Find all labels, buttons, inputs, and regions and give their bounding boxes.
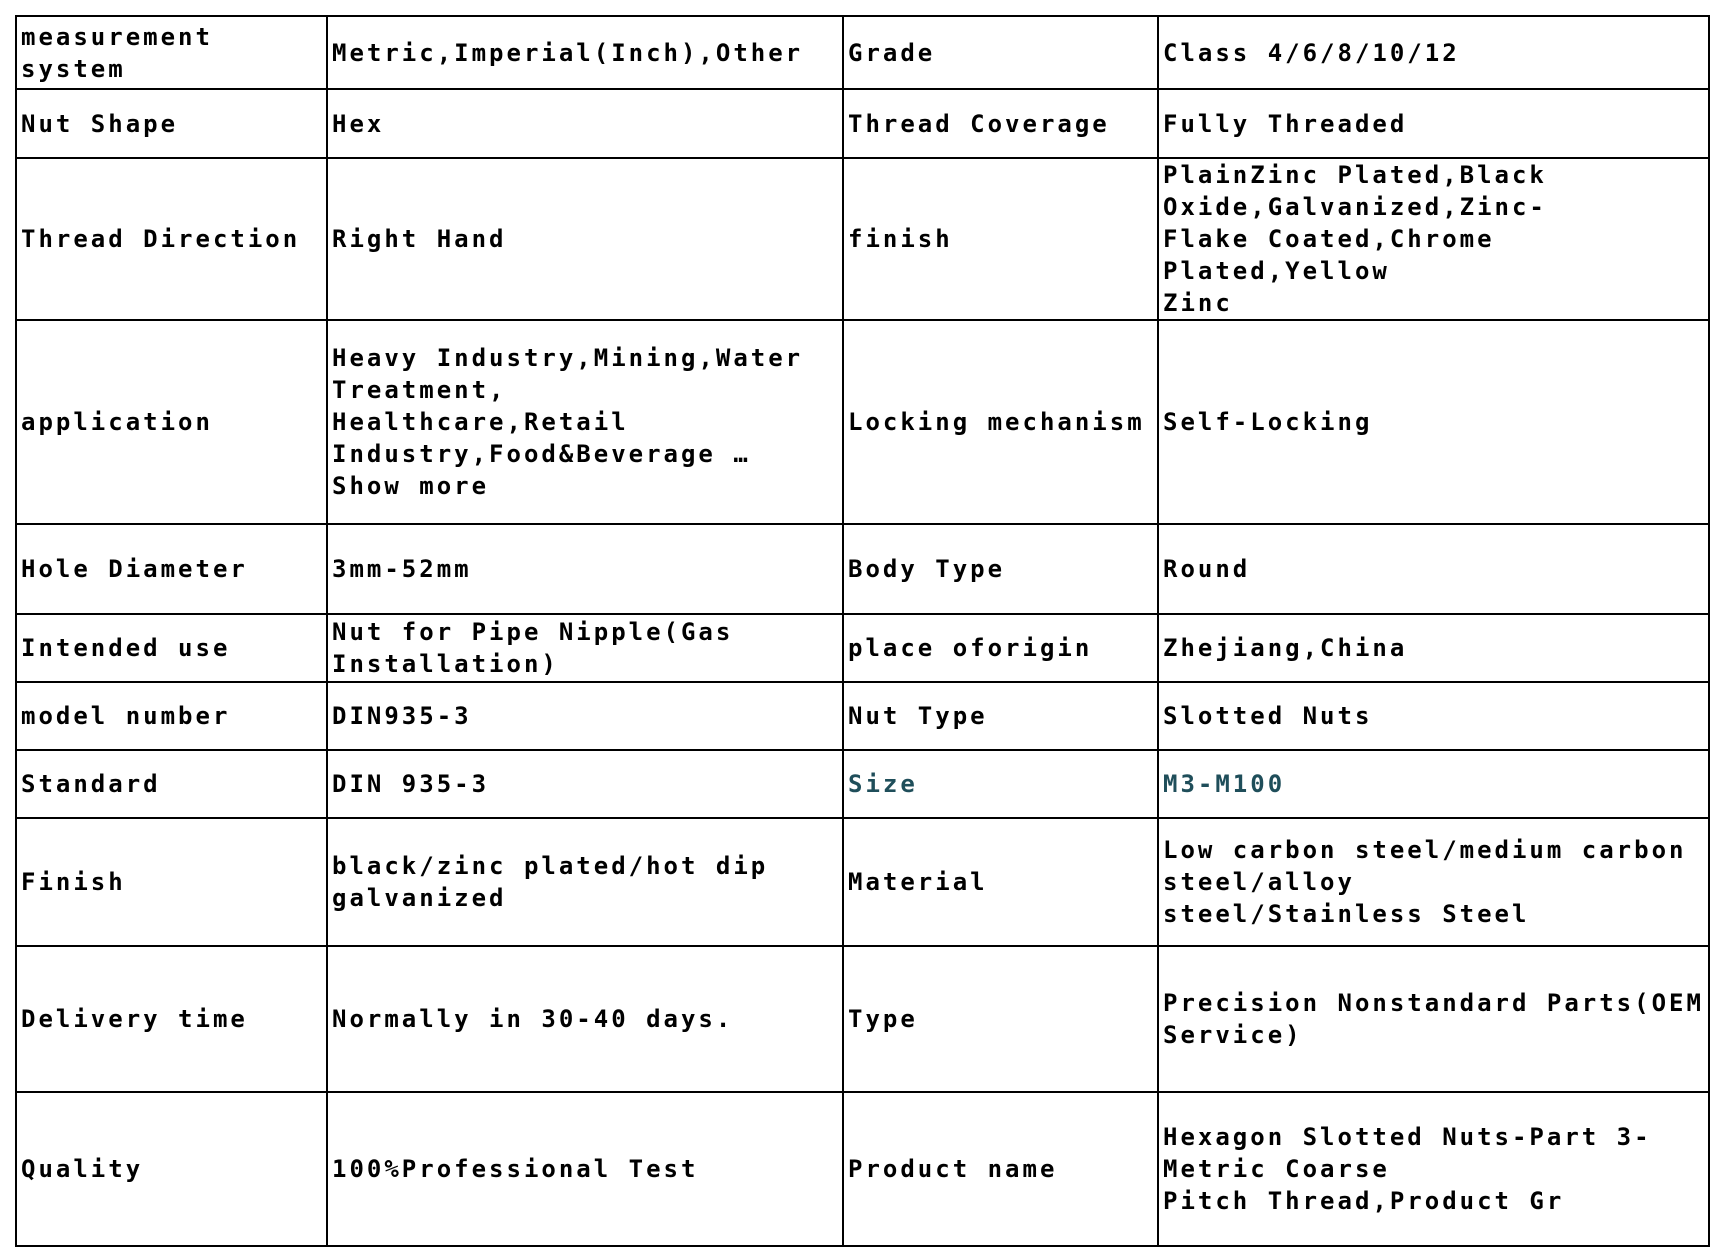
- spec-value: 100%Professional Test: [327, 1092, 843, 1246]
- spec-value: Right Hand: [327, 158, 843, 320]
- spec-label: Nut Shape: [16, 89, 327, 158]
- spec-value: Hexagon Slotted Nuts-Part 3- Metric Coarse Pitch Thread,Product Gr: [1158, 1092, 1709, 1246]
- spec-value: Low carbon steel/medium carbon steel/alloy steel/Stainless Steel: [1158, 818, 1709, 946]
- spec-label: Material: [843, 818, 1158, 946]
- spec-value: Heavy Industry,Mining,Water Treatment, Healthcare,Retail Industry,Food&Beverage … Show more: [327, 320, 843, 524]
- table-row: [16, 16, 1709, 89]
- spec-value: Hex: [327, 89, 843, 158]
- spec-table: [15, 15, 1710, 1247]
- spec-value: Slotted Nuts: [1158, 682, 1709, 750]
- spec-value: PlainZinc Plated,Black Oxide,Galvanized,Zinc- Flake Coated,Chrome Plated,Yellow Zinc: [1158, 158, 1709, 320]
- table-row: [16, 320, 1709, 524]
- spec-label: place oforigin: [843, 614, 1158, 682]
- spec-label: Grade: [843, 16, 1158, 89]
- table-row: [16, 524, 1709, 614]
- spec-label: Hole Diameter: [16, 524, 327, 614]
- spec-label: Nut Type: [843, 682, 1158, 750]
- spec-value: Zhejiang,China: [1158, 614, 1709, 682]
- spec-value: Class 4/6/8/10/12: [1158, 16, 1709, 89]
- spec-label: Standard: [16, 750, 327, 818]
- spec-value: Precision Nonstandard Parts(OEM Service): [1158, 946, 1709, 1092]
- spec-label: Thread Direction: [16, 158, 327, 320]
- spec-label: model number: [16, 682, 327, 750]
- spec-label: measurement system: [16, 16, 327, 89]
- spec-label: finish: [843, 158, 1158, 320]
- spec-value: M3-M100: [1158, 750, 1709, 818]
- spec-value: Round: [1158, 524, 1709, 614]
- table-row: [16, 750, 1709, 818]
- spec-value: 3mm-52mm: [327, 524, 843, 614]
- table-row: [16, 89, 1709, 158]
- table-row: [16, 682, 1709, 750]
- spec-label: Type: [843, 946, 1158, 1092]
- spec-value: Normally in 30-40 days.: [327, 946, 843, 1092]
- spec-label: Locking mechanism: [843, 320, 1158, 524]
- spec-label: Quality: [16, 1092, 327, 1246]
- table-row: [16, 1092, 1709, 1246]
- spec-label: Finish: [16, 818, 327, 946]
- spec-label: Body Type: [843, 524, 1158, 614]
- spec-label: Thread Coverage: [843, 89, 1158, 158]
- spec-label: application: [16, 320, 327, 524]
- spec-value: DIN935-3: [327, 682, 843, 750]
- spec-value: Metric,Imperial(Inch),Other: [327, 16, 843, 89]
- spec-value: DIN 935-3: [327, 750, 843, 818]
- spec-label: Product name: [843, 1092, 1158, 1246]
- spec-value: Nut for Pipe Nipple(Gas Installation): [327, 614, 843, 682]
- spec-label: Delivery time: [16, 946, 327, 1092]
- table-row: [16, 158, 1709, 320]
- table-row: [16, 818, 1709, 946]
- table-row: [16, 614, 1709, 682]
- table-row: [16, 946, 1709, 1092]
- spec-value: Fully Threaded: [1158, 89, 1709, 158]
- spec-label: Intended use: [16, 614, 327, 682]
- spec-label: Size: [843, 750, 1158, 818]
- spec-value: black/zinc plated/hot dip galvanized: [327, 818, 843, 946]
- spec-value: Self-Locking: [1158, 320, 1709, 524]
